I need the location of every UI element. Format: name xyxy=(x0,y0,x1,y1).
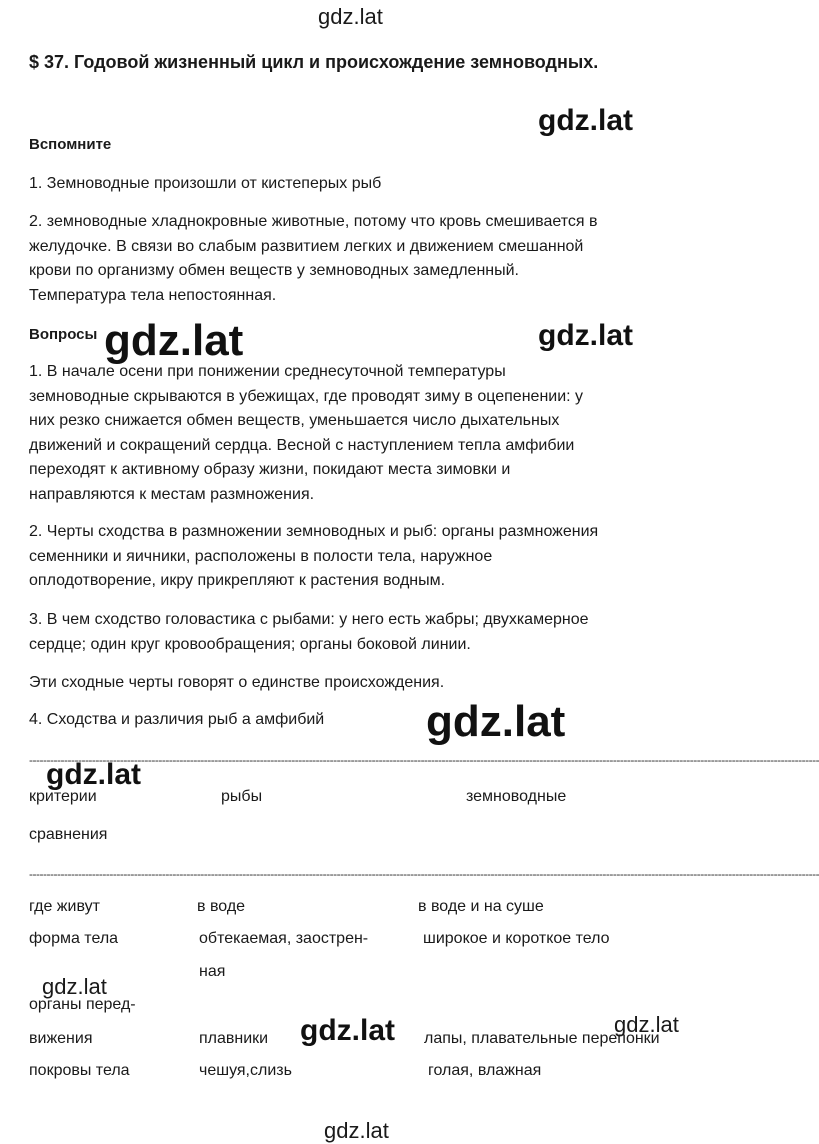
row-2-fish-1: обтекаемая, заострен- xyxy=(199,930,369,947)
watermark-table-left: gdz.lat xyxy=(46,758,141,791)
remember-item-2: 2. земноводные хладнокровные животные, потому что кровь смешивается в желудочке. В связи во слабым развитием легких и движением смешанной крови по организму обмен веществ у земноводных замедленный. Температура тела непостоянная. xyxy=(29,213,598,304)
page-title: $ 37. Годовой жизненный цикл и происхождение земноводных. xyxy=(29,52,599,72)
question-conclusion: Эти сходные черты говорят о единстве происхождения. xyxy=(29,674,445,691)
watermark-table-right: gdz.lat xyxy=(614,1012,679,1037)
watermark-left-small: gdz.lat xyxy=(42,974,107,999)
row-1-criterion: где живут xyxy=(29,898,100,915)
row-4-criterion: покровы тела xyxy=(29,1062,130,1079)
row-3-criterion-1: органы перед- xyxy=(29,996,136,1013)
remember-item-1: 1. Земноводные произошли от кистеперых рыб xyxy=(29,175,382,192)
question-item-2: 2. Черты сходства в размножении земноводных и рыб: органы размножения семенники и яичники, расположены в полости тела, наружное оплодотворение, икру прикрепляют к растения водным. xyxy=(29,523,599,589)
remember-heading: Вспомните xyxy=(29,136,112,153)
watermark-top: gdz.lat xyxy=(318,4,383,29)
row-2-criterion: форма тела xyxy=(29,930,119,947)
row-3-fish: плавники xyxy=(199,1030,269,1047)
watermark-center-big: gdz.lat xyxy=(426,697,566,746)
header-amphibians: земноводные xyxy=(466,788,567,805)
header-fish: рыбы xyxy=(221,788,263,805)
row-1-fish: в воде xyxy=(197,898,246,915)
header-criteria-2: сравнения xyxy=(29,826,108,843)
watermark-right-2: gdz.lat xyxy=(538,319,633,352)
row-4-amphibians: голая, влажная xyxy=(428,1062,542,1079)
row-1-amphibians: в воде и на суше xyxy=(418,898,544,915)
question-item-4: 4. Сходства и различия рыб а амфибий xyxy=(29,711,325,728)
row-4-fish: чешуя,слизь xyxy=(199,1062,292,1079)
questions-heading: Вопросы xyxy=(29,326,98,343)
header-criteria-1: критерии xyxy=(29,788,97,805)
watermark-bottom: gdz.lat xyxy=(324,1118,389,1143)
row-3-amphibians: лапы, плавательные перепонки xyxy=(424,1030,660,1047)
table-divider-header: ---------------------------------------------------------------------------------------------------------------------------------------------------------------------------------------------------------------------------------- xyxy=(29,867,819,881)
question-item-3: 3. В чем сходство головастика с рыбами: у него есть жабры; двухкамерное сердце; один круг кровообращения; органы боковой линии. xyxy=(29,611,589,653)
question-item-1: 1. В начале осени при понижении среднесуточной температуры земноводные скрываются в убежищах, где проводят зиму в оцепенении: у них резко снижается обмен веществ, уменьшается число дыхательных движений и сокращений сердца. Весной с наступлением тепла амфибии переходят к активному образу жизни, покидают места зимовки и направляются к местам размножения. xyxy=(29,363,584,503)
row-2-amphibians: широкое и короткое тело xyxy=(423,930,610,947)
table-divider-top: ---------------------------------------------------------------------------------------------------------------------------------------------------------------------------------------------------------------------------------- xyxy=(29,753,819,767)
row-2-fish-2: ная xyxy=(199,963,226,980)
watermark-table-mid: gdz.lat xyxy=(300,1014,395,1047)
row-3-criterion-2: вижения xyxy=(29,1030,93,1047)
watermark-left-big: gdz.lat xyxy=(104,316,244,365)
watermark-right-1: gdz.lat xyxy=(538,104,633,137)
